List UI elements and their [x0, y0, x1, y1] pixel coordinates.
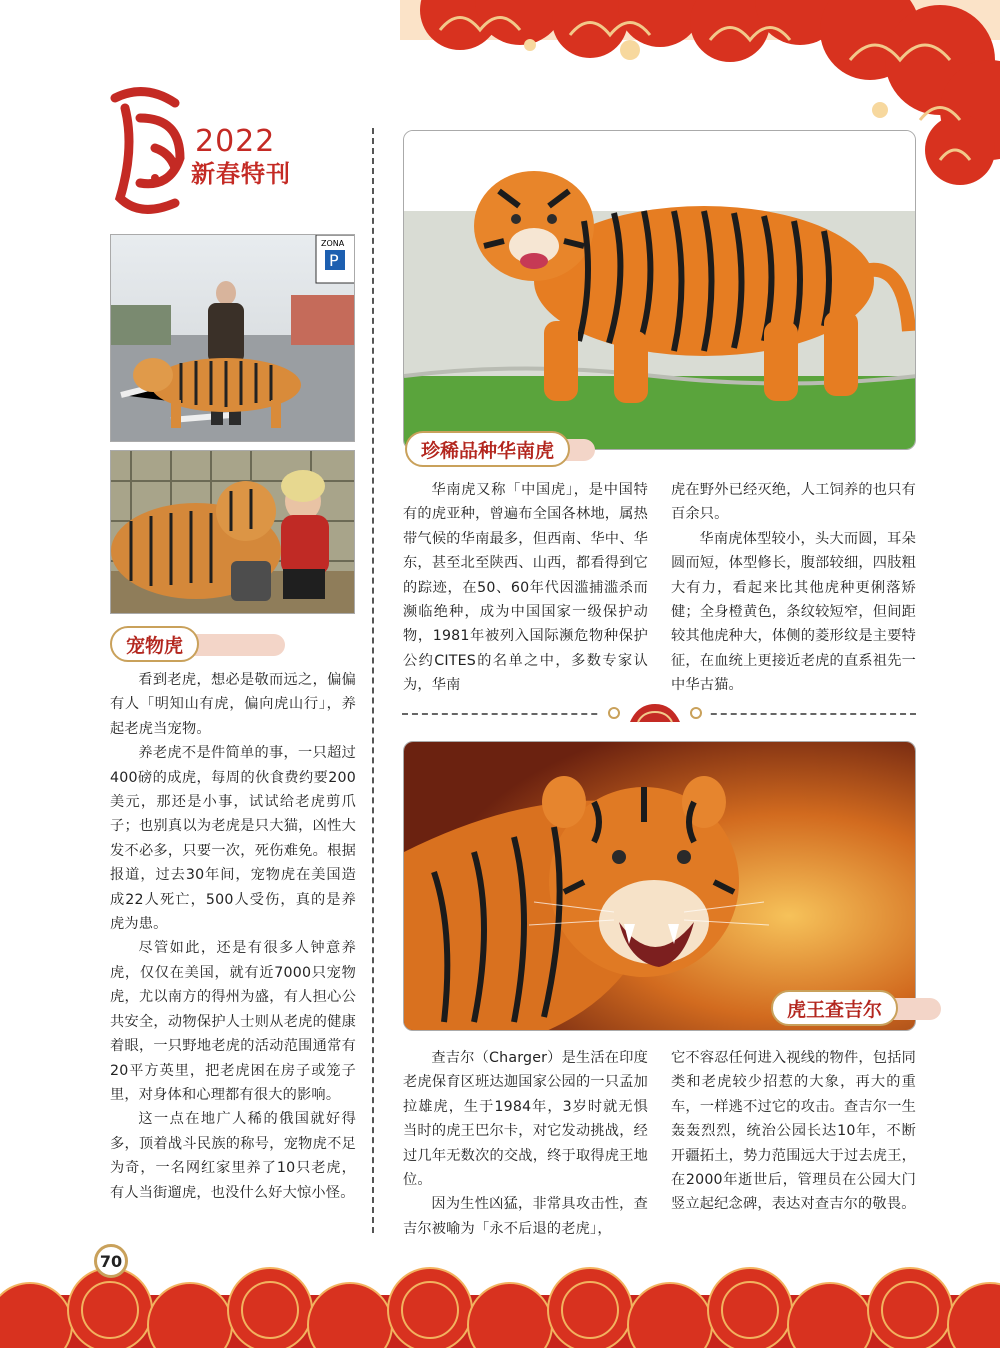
section-title-charger [771, 990, 941, 1026]
photo-roaring-tiger [403, 741, 916, 1031]
paragraph: 查吉尔（Charger）是生活在印度老虎保育区班达迦国家公园的一只孟加拉雄虎，生于1984年，3岁时就无惧当时的虎王巴尔卡，对它发动挑战，经过几年无数次的交战，终于取得虎王地位。 [403, 1050, 648, 1189]
section-title-pet-tiger [110, 626, 285, 662]
column-divider [372, 128, 374, 1233]
sign-parking-label: P [329, 251, 339, 270]
section-title-charger-label: 虎王查吉尔 [771, 990, 898, 1026]
photo-man-walking-tiger [110, 234, 355, 442]
paragraph: 华南虎体型较小，头大而圆，耳朵圆而短，体型修长，腹部较细，四肢粗大有力，看起来比其他虎种更俐落矫健；全身橙黄色，条纹较短窄，但间距较其他虎种大，体侧的菱形纹是主要特征，在血统上更接近老虎的直系祖先一中华古猫。 [671, 530, 916, 694]
sign-zone-label: ZONA [321, 239, 345, 248]
issue-year: 2022 [195, 124, 276, 159]
paragraph: 它不容忍任何进入视线的物件，包括同类和老虎较少招惹的大象，再大的重车，一样逃不过它的攻击。查吉尔一生轰轰烈烈，统治公园长达10年，不断开疆拓土，势力范围远大于过去虎王，在2000年逝世后，管理员在公园大门竖立起纪念碑，表达对查吉尔的敬畏。 [671, 1050, 916, 1213]
paragraph: 虎在野外已经灭绝，人工饲养的也只有百余只。 [671, 482, 916, 523]
article-pet-tiger [110, 668, 356, 1205]
page-number: 70 [94, 1244, 128, 1278]
paragraph: 华南虎又称「中国虎」，是中国特有的虎亚种，曾遍布全国各林地，属热带气候的华南最多，但西南、华中、华东，甚至北至陕西、山西，都看得到它的踪迹，在50、60年代因滥捕滥杀而濒临绝种，成为中国国家一级保护动物，1981年被列入国际濒危物种保护公约CITES的名单之中，多数专家认为，华南 [403, 482, 648, 694]
paragraph: 这一点在地广人稀的俄国就好得多，顶着战斗民族的称号，宠物虎不足为奇，一名网红家里养了10只老虎，有人当街遛虎，也没什么好大惊小怪。 [110, 1111, 356, 1201]
paragraph: 看到老虎，想必是敬而远之，偏偏有人「明知山有虎，偏向虎山行」，养起老虎当宠物。 [110, 672, 356, 737]
article-charger-col2 [671, 1046, 916, 1217]
article-south-china-tiger-col1 [403, 478, 648, 698]
issue-subtitle: 新春特刊 [191, 159, 291, 188]
photo-woman-with-tiger [110, 450, 355, 614]
footer-wave-decoration [0, 1255, 1000, 1348]
article-charger-col1 [403, 1046, 648, 1241]
section-title-south-china-tiger-label: 珍稀品种华南虎 [405, 431, 570, 467]
paragraph: 因为生性凶猛，非常具攻击性，查吉尔被喻为「永不后退的老虎」， [403, 1196, 648, 1237]
divider-ornament [600, 700, 710, 726]
section-title-pet-tiger-label: 宠物虎 [110, 626, 199, 662]
paragraph: 尽管如此，还是有很多人钟意养虎，仅仅在美国，就有近7000只宠物虎，尤以南方的得州为盛，有人担心公共安全，动物保护人士则从老虎的健康着眼，一只野地老虎的活动范围通常有20平方英里，把老虎困在房子或笼子里，对身体和心理都有很大的影响。 [110, 940, 356, 1103]
article-south-china-tiger-col2 [671, 478, 916, 698]
calligraphy-tiger-icon [95, 78, 205, 238]
paragraph: 养老虎不是件简单的事，一只超过400磅的成虎，每周的伙食费约要200美元，那还是小事，试试给老虎剪爪子；也别真以为老虎是只大猫，凶性大发不必多，只要一次，死伤难免。根据报道，过去30年间，宠物虎在美国造成22人死亡，500人受伤，真的是养虎为患。 [110, 745, 356, 933]
issue-logo [95, 78, 295, 238]
section-title-south-china-tiger [405, 431, 595, 467]
photo-south-china-tiger [403, 130, 916, 450]
